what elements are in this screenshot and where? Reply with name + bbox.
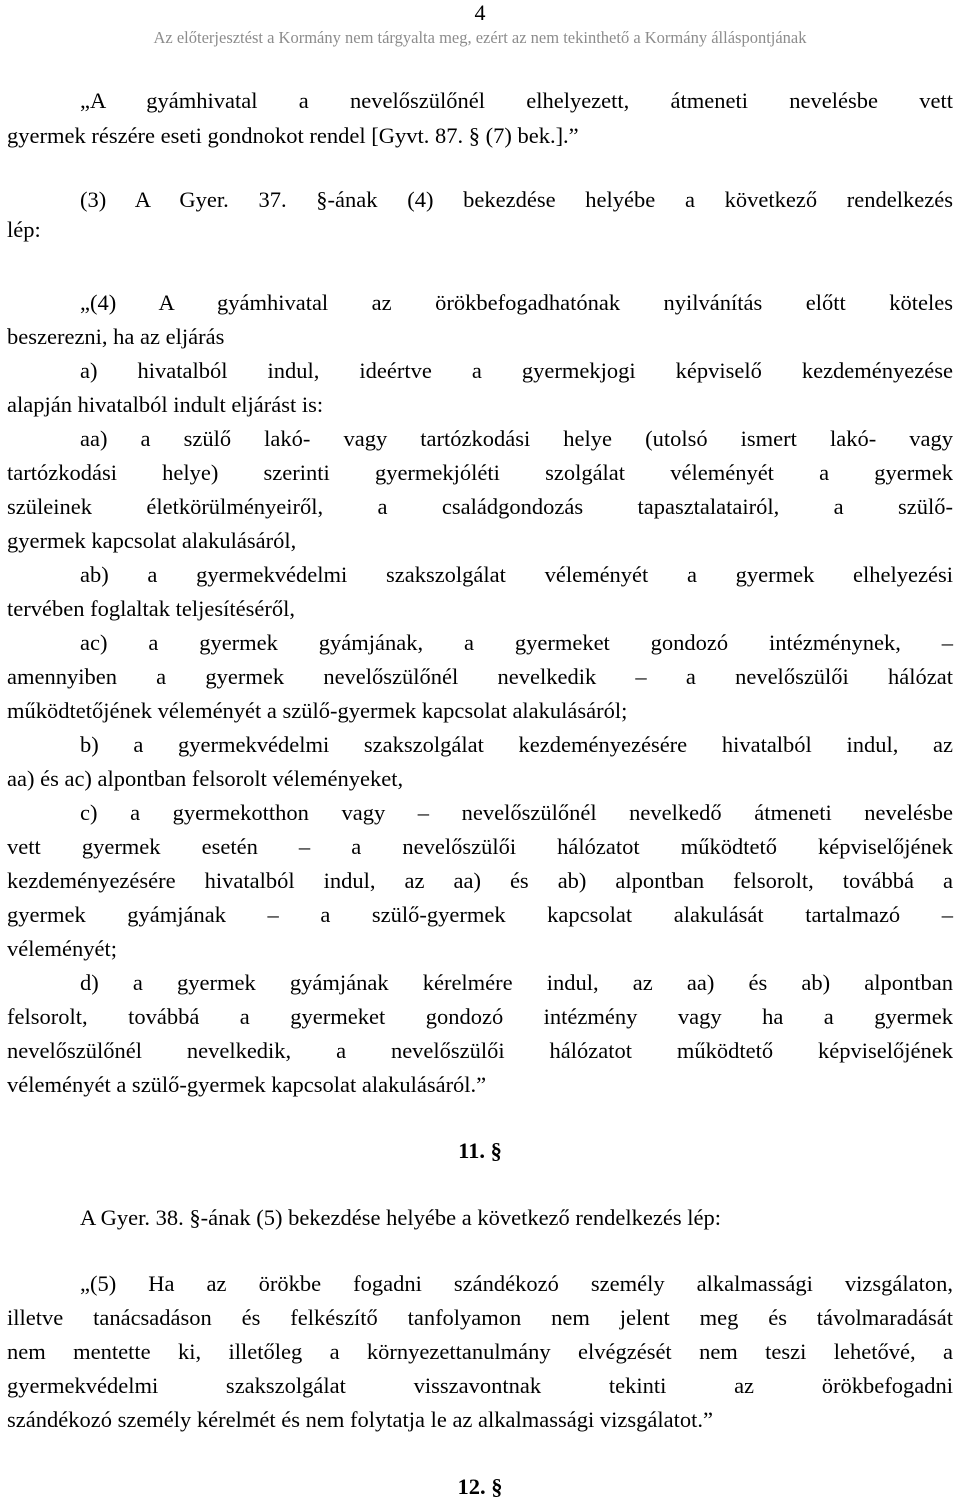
text-line: aa) a szülő lakó- vagy tartózkodási helye (utolsó ismert lakó- vagy <box>80 426 953 451</box>
text-line: kezdeményezésére hivatalból indul, az aa) és ab) alpontban felsorolt, továbbá a <box>7 868 953 893</box>
section-heading-11: 11. § <box>458 1138 502 1163</box>
draft-notice: Az előterjesztést a Kormány nem tárgyalta meg, ezért az nem tekinthető a Kormány álláspontjának <box>153 28 807 47</box>
text-line: „A gyámhivatal a nevelőszülőnél elhelyezett, átmeneti nevelésbe vett <box>80 88 953 113</box>
text-line: lép: <box>7 217 41 242</box>
text-line: A Gyer. 38. §-ának (5) bekezdése helyébe a következő rendelkezés lép: <box>80 1205 721 1230</box>
text-line: beszerezni, ha az eljárás <box>7 324 225 349</box>
text-line: b) a gyermekvédelmi szakszolgálat kezdeményezésére hivatalból indul, az <box>80 732 953 757</box>
text-line: nem mentette ki, illetőleg a környezettanulmány elvégzését nem teszi lehetővé, a <box>7 1339 953 1364</box>
text-line: gyermekvédelmi szakszolgálat visszavontnak tekinti az örökbefogadni <box>7 1373 953 1398</box>
text-line: szándékozó személy kérelmét és nem folytatja le az alkalmassági vizsgálatot.” <box>7 1407 713 1432</box>
text-line: szüleinek életkörülményeiről, a családgondozás tapasztalatairól, a szülő- <box>7 494 953 519</box>
text-line: ab) a gyermekvédelmi szakszolgálat véleményét a gyermek elhelyezési <box>80 562 953 587</box>
text-line: véleményét; <box>7 936 117 961</box>
page-number: 4 <box>474 0 486 25</box>
text-line: amennyiben a gyermek nevelőszülőnél nevelkedik – a nevelőszülői hálózat <box>7 664 953 689</box>
text-line: d) a gyermek gyámjának kérelmére indul, az aa) és ab) alpontban <box>80 970 953 995</box>
text-line: „(4) A gyámhivatal az örökbefogadhatónak nyilvánítás előtt köteles <box>80 290 953 315</box>
text-line: tartózkodási helye) szerinti gyermekjóléti szolgálat véleményét a gyermek <box>7 460 953 485</box>
text-line: felsorolt, továbbá a gyermeket gondozó intézmény vagy ha a gyermek <box>7 1004 953 1029</box>
text-line: illetve tanácsadáson és felkészítő tanfolyamon nem jelent meg és távolmaradását <box>7 1305 953 1330</box>
text-line: alapján hivatalból indult eljárást is: <box>7 392 324 417</box>
text-line: működtetőjének véleményét a szülő-gyermek kapcsolat alakulásáról; <box>7 698 628 723</box>
text-line: c) a gyermekotthon vagy – nevelőszülőnél nevelkedő átmeneti nevelésbe <box>80 800 953 825</box>
text-line: ac) a gyermek gyámjának, a gyermeket gondozó intézménynek, – <box>80 630 953 655</box>
text-line: véleményét a szülő-gyermek kapcsolat alakulásáról.” <box>7 1072 487 1097</box>
text-line: „(5) Ha az örökbe fogadni szándékozó személy alkalmassági vizsgálaton, <box>80 1271 953 1296</box>
text-line: (3) A Gyer. 37. §-ának (4) bekezdése helyébe a következő rendelkezés <box>80 187 953 212</box>
section-heading-12: 12. § <box>457 1474 503 1499</box>
text-line: vett gyermek esetén – a nevelőszülői hálózatot működtető képviselőjének <box>7 834 953 859</box>
text-line: aa) és ac) alpontban felsorolt véleményeket, <box>7 766 404 791</box>
text-line: a) hivatalból indul, ideértve a gyermekjogi képviselő kezdeményezése <box>80 358 953 383</box>
text-line: tervében foglaltak teljesítéséről, <box>7 596 296 621</box>
text-line: nevelőszülőnél nevelkedik, a nevelőszülői hálózatot működtető képviselőjének <box>7 1038 953 1063</box>
text-line: gyermek gyámjának – a szülő-gyermek kapcsolat alakulását tartalmazó – <box>7 902 953 927</box>
text-line: gyermek részére eseti gondnokot rendel [Gyvt. 87. § (7) bek.].” <box>7 123 579 148</box>
text-line: gyermek kapcsolat alakulásáról, <box>7 528 297 553</box>
